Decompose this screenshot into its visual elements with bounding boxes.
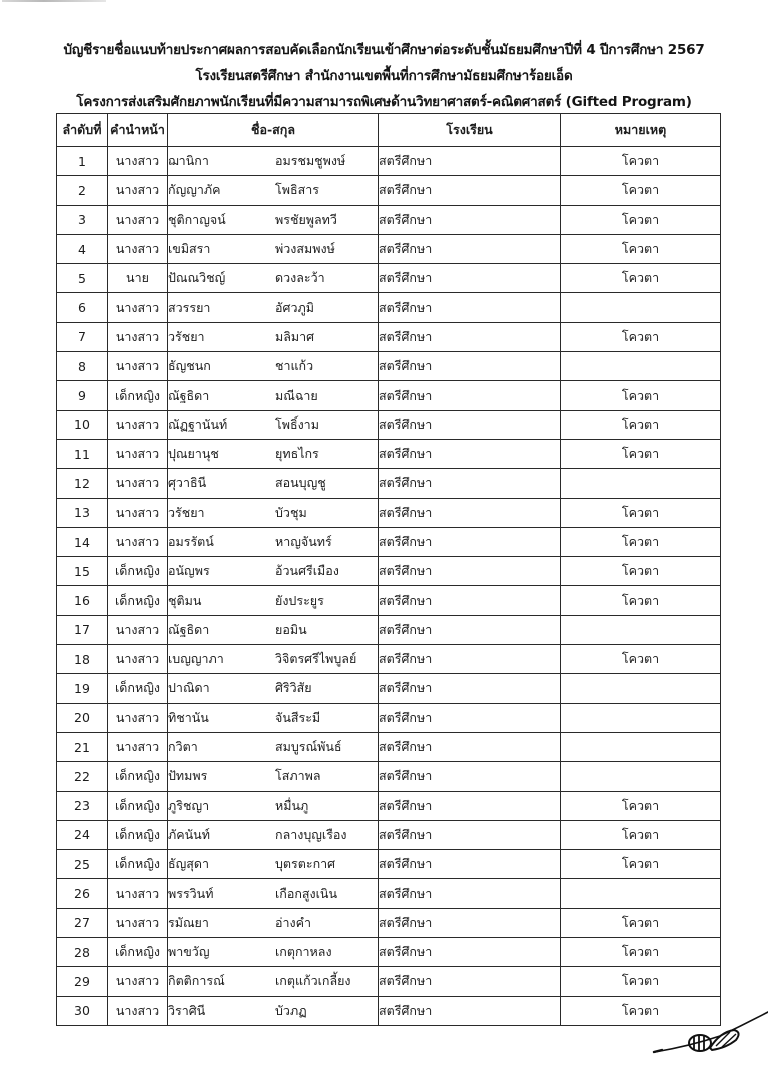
first-name: ภัคนันท์ (168, 826, 210, 842)
school-name: สตรีศึกษา (379, 205, 561, 234)
last-name: บัวภฏ (275, 1002, 307, 1018)
remark: โควตา (561, 527, 721, 556)
table-row (57, 176, 721, 205)
school-name: สตรีศึกษา (379, 293, 561, 322)
first-name: วิราศินี (168, 1002, 206, 1018)
name-prefix: เด็กหญิง (108, 674, 168, 703)
first-name: ชุติมน (168, 592, 202, 608)
name-prefix: นางสาว (108, 147, 168, 176)
last-name: เกตุกาหลง (275, 944, 332, 960)
table-row (57, 264, 721, 293)
school-name: สตรีศึกษา (379, 791, 561, 820)
last-name: โพธิสาร (275, 182, 319, 198)
table-row (57, 645, 721, 674)
header-prefix: คำนำหน้า (108, 114, 168, 147)
name-prefix: นางสาว (108, 732, 168, 761)
row-number: 8 (57, 352, 108, 381)
school-name: สตรีศึกษา (379, 527, 561, 556)
remark (561, 293, 721, 322)
table-row (57, 322, 721, 351)
first-name: ปุณยานุช (168, 446, 219, 462)
name-prefix: นางสาว (108, 996, 168, 1025)
full-name (168, 850, 379, 879)
document-subtitle-school: โรงเรียนสตรีศึกษา สำนักงานเขตพื้นที่การศึกษามัธยมศึกษาร้อยเอ็ด (195, 68, 573, 84)
remark: โควตา (561, 410, 721, 439)
full-name (168, 732, 379, 761)
full-name (168, 352, 379, 381)
last-name: หมื่นภู (275, 797, 309, 813)
school-name: สตรีศึกษา (379, 439, 561, 468)
full-name (168, 234, 379, 263)
last-name: หาญจันทร์ (275, 534, 332, 549)
first-name: อนัญพร (168, 563, 210, 579)
table-header-row (57, 114, 721, 147)
table-row (57, 498, 721, 527)
table-row (57, 967, 721, 996)
row-number: 9 (57, 381, 108, 410)
full-name (168, 967, 379, 996)
remark (561, 469, 721, 498)
row-number: 25 (57, 850, 108, 879)
full-name (168, 439, 379, 468)
school-name: สตรีศึกษา (379, 850, 561, 879)
name-prefix: เด็กหญิง (108, 850, 168, 879)
first-name: ปาณิดา (168, 680, 210, 696)
name-prefix: เด็กหญิง (108, 586, 168, 615)
row-number: 27 (57, 908, 108, 937)
document-subtitle-program: โครงการส่งเสริมศักยภาพนักเรียนที่มีความสามารถพิเศษด้านวิทยาศาสตร์-คณิตศาสตร์ (Gifted Program) (76, 94, 692, 110)
remark: โควตา (561, 205, 721, 234)
name-prefix: นางสาว (108, 879, 168, 908)
name-prefix: นางสาว (108, 498, 168, 527)
last-name: ยังประยูร (275, 592, 324, 608)
first-name: กิตติการณ์ (168, 973, 225, 989)
row-number: 15 (57, 557, 108, 586)
school-name: สตรีศึกษา (379, 674, 561, 703)
last-name: ดวงละว้า (275, 270, 325, 286)
table-row (57, 557, 721, 586)
school-name: สตรีศึกษา (379, 352, 561, 381)
name-prefix: เด็กหญิง (108, 381, 168, 410)
school-name: สตรีศึกษา (379, 732, 561, 761)
name-prefix: นางสาว (108, 410, 168, 439)
last-name: อมรชมชูพงษ์ (275, 153, 346, 169)
school-name: สตรีศึกษา (379, 176, 561, 205)
table-row (57, 469, 721, 498)
row-number: 5 (57, 264, 108, 293)
row-number: 17 (57, 615, 108, 644)
last-name: มณีฉาย (275, 387, 318, 403)
name-prefix: นางสาว (108, 469, 168, 498)
full-name (168, 469, 379, 498)
first-name: เขมิสรา (168, 241, 211, 257)
remark: โควตา (561, 586, 721, 615)
full-name (168, 674, 379, 703)
row-number: 21 (57, 732, 108, 761)
row-number: 13 (57, 498, 108, 527)
last-name: พ่วงสมพงษ์ (275, 241, 335, 257)
first-name: ณัฐธิดา (168, 621, 210, 637)
remark: โควตา (561, 322, 721, 351)
full-name (168, 762, 379, 791)
full-name (168, 879, 379, 908)
school-name: สตรีศึกษา (379, 996, 561, 1025)
school-name: สตรีศึกษา (379, 645, 561, 674)
last-name: เกตุแก้วเกลี้ยง (275, 973, 351, 989)
remark: โควตา (561, 381, 721, 410)
school-name: สตรีศึกษา (379, 381, 561, 410)
row-number: 14 (57, 527, 108, 556)
remark: โควตา (561, 147, 721, 176)
school-name: สตรีศึกษา (379, 322, 561, 351)
remark (561, 615, 721, 644)
school-name: สตรีศึกษา (379, 410, 561, 439)
last-name: ยุทธไกร (275, 446, 319, 462)
table-row (57, 586, 721, 615)
handwritten-signature-icon (650, 1010, 768, 1060)
name-prefix: นางสาว (108, 352, 168, 381)
remark: โควตา (561, 645, 721, 674)
last-name: อ้วนศรีเมือง (275, 563, 339, 579)
table-row (57, 791, 721, 820)
school-name: สตรีศึกษา (379, 938, 561, 967)
full-name (168, 938, 379, 967)
school-name: สตรีศึกษา (379, 879, 561, 908)
table-row (57, 439, 721, 468)
row-number: 11 (57, 439, 108, 468)
full-name (168, 703, 379, 732)
remark (561, 762, 721, 791)
first-name: พรรวินท์ (168, 885, 214, 901)
full-name (168, 996, 379, 1025)
row-number: 23 (57, 791, 108, 820)
last-name: จันสีระมี (275, 709, 321, 725)
first-name: กัญญาภัค (168, 182, 221, 198)
row-number: 4 (57, 234, 108, 263)
row-number: 18 (57, 645, 108, 674)
school-name: สตรีศึกษา (379, 264, 561, 293)
table-row (57, 703, 721, 732)
table-row (57, 147, 721, 176)
row-number: 7 (57, 322, 108, 351)
full-name (168, 791, 379, 820)
last-name: สมบูรณ์พันธ์ (275, 739, 342, 755)
name-prefix: นางสาว (108, 615, 168, 644)
name-prefix: เด็กหญิง (108, 557, 168, 586)
school-name: สตรีศึกษา (379, 557, 561, 586)
row-number: 30 (57, 996, 108, 1025)
first-name: เบญญาภา (168, 651, 224, 667)
first-name: กวิตา (168, 739, 198, 755)
remark (561, 703, 721, 732)
table-row (57, 352, 721, 381)
first-name: ณัฐธิดา (168, 387, 210, 403)
table-row (57, 293, 721, 322)
remark: โควตา (561, 908, 721, 937)
full-name (168, 147, 379, 176)
remark: โควตา (561, 996, 721, 1025)
full-name (168, 205, 379, 234)
table-row (57, 205, 721, 234)
first-name: ปัทมพร (168, 768, 208, 784)
first-name: พาขวัญ (168, 944, 210, 960)
remark (561, 879, 721, 908)
full-name (168, 264, 379, 293)
full-name (168, 557, 379, 586)
student-list-table (56, 113, 721, 1026)
remark: โควตา (561, 938, 721, 967)
table-row (57, 615, 721, 644)
last-name: มลิมาศ (275, 328, 315, 344)
last-name: อ่างคำ (275, 914, 312, 930)
last-name: พรชัยพูลทวี (275, 211, 337, 227)
row-number: 22 (57, 762, 108, 791)
full-name (168, 908, 379, 937)
name-prefix: นางสาว (108, 234, 168, 263)
full-name (168, 176, 379, 205)
first-name: วรัชยา (168, 328, 205, 344)
row-number: 10 (57, 410, 108, 439)
row-number: 26 (57, 879, 108, 908)
school-name: สตรีศึกษา (379, 967, 561, 996)
document-title: บัญชีรายชื่อแนบท้ายประกาศผลการสอบคัดเลือกนักเรียนเข้าศึกษาต่อระดับชั้นมัธยมศึกษาปีที่ 4 ปีการศึกษา 2567 (63, 42, 705, 58)
first-name: ศุวาธินี (168, 475, 207, 491)
row-number: 6 (57, 293, 108, 322)
full-name (168, 820, 379, 849)
remark: โควตา (561, 850, 721, 879)
row-number: 19 (57, 674, 108, 703)
row-number: 20 (57, 703, 108, 732)
remark (561, 674, 721, 703)
last-name: กลางบุญเรือง (275, 826, 347, 842)
school-name: สตรีศึกษา (379, 498, 561, 527)
first-name: ชุติกาญจน์ (168, 211, 226, 227)
header-no: ลำดับที่ (57, 114, 108, 147)
name-prefix: นางสาว (108, 176, 168, 205)
name-prefix: เด็กหญิง (108, 762, 168, 791)
row-number: 1 (57, 147, 108, 176)
name-prefix: นางสาว (108, 322, 168, 351)
last-name: บัวชุม (275, 504, 307, 520)
table-row (57, 938, 721, 967)
name-prefix: เด็กหญิง (108, 820, 168, 849)
remark: โควตา (561, 234, 721, 263)
remark: โควตา (561, 439, 721, 468)
name-prefix: เด็กหญิง (108, 791, 168, 820)
school-name: สตรีศึกษา (379, 820, 561, 849)
last-name: ชาแก้ว (275, 358, 314, 374)
first-name: ทิชานัน (168, 709, 209, 725)
table-row (57, 879, 721, 908)
name-prefix: นางสาว (108, 703, 168, 732)
school-name: สตรีศึกษา (379, 469, 561, 498)
remark: โควตา (561, 791, 721, 820)
remark (561, 352, 721, 381)
remark: โควตา (561, 498, 721, 527)
last-name: บุตรตะกาศ (275, 856, 336, 872)
last-name: วิจิตรศรีไพบูลย์ (275, 651, 357, 667)
full-name (168, 381, 379, 410)
first-name: ณัฏฐานันท์ (168, 416, 228, 432)
full-name (168, 322, 379, 351)
full-name (168, 293, 379, 322)
table-row (57, 527, 721, 556)
first-name: ธัญชนก (168, 358, 211, 374)
last-name: เกือกสูงเนิน (275, 885, 338, 901)
first-name: อมรรัตน์ (168, 534, 214, 549)
name-prefix: นาย (108, 264, 168, 293)
first-name: ฌานิกา (168, 153, 209, 169)
first-name: รมัณยา (168, 914, 209, 930)
table-row (57, 674, 721, 703)
full-name (168, 586, 379, 615)
table-row (57, 850, 721, 879)
school-name: สตรีศึกษา (379, 586, 561, 615)
first-name: ธัญสุดา (168, 856, 210, 872)
row-number: 24 (57, 820, 108, 849)
table-row (57, 234, 721, 263)
header-remark: หมายเหตุ (561, 114, 721, 147)
first-name: ปัณณวิชญ์ (168, 270, 226, 286)
name-prefix: เด็กหญิง (108, 938, 168, 967)
header-name: ชื่อ-สกุล (168, 114, 379, 147)
last-name: สอนบุญชู (275, 475, 326, 491)
name-prefix: นางสาว (108, 908, 168, 937)
first-name: สวรรยา (168, 299, 211, 315)
school-name: สตรีศึกษา (379, 147, 561, 176)
first-name: ภูริชญา (168, 797, 210, 813)
header-school: โรงเรียน (379, 114, 561, 147)
name-prefix: นางสาว (108, 645, 168, 674)
full-name (168, 645, 379, 674)
name-prefix: นางสาว (108, 439, 168, 468)
last-name: อัศวภูมิ (275, 299, 314, 315)
remark: โควตา (561, 264, 721, 293)
school-name: สตรีศึกษา (379, 908, 561, 937)
table-row (57, 732, 721, 761)
table-row (57, 410, 721, 439)
row-number: 28 (57, 938, 108, 967)
name-prefix: นางสาว (108, 527, 168, 556)
table-row (57, 908, 721, 937)
remark: โควตา (561, 557, 721, 586)
row-number: 16 (57, 586, 108, 615)
table-row (57, 762, 721, 791)
row-number: 3 (57, 205, 108, 234)
remark: โควตา (561, 176, 721, 205)
first-name: วรัชยา (168, 504, 205, 520)
row-number: 29 (57, 967, 108, 996)
school-name: สตรีศึกษา (379, 762, 561, 791)
full-name (168, 410, 379, 439)
last-name: โพธิ์งาม (275, 416, 319, 432)
school-name: สตรีศึกษา (379, 615, 561, 644)
remark (561, 732, 721, 761)
row-number: 12 (57, 469, 108, 498)
table-row (57, 381, 721, 410)
remark: โควตา (561, 967, 721, 996)
remark: โควตา (561, 820, 721, 849)
name-prefix: นางสาว (108, 967, 168, 996)
table-row (57, 996, 721, 1025)
full-name (168, 527, 379, 556)
scan-edge-mark (2, 0, 106, 2)
row-number: 2 (57, 176, 108, 205)
last-name: ยอมิน (275, 621, 307, 637)
full-name (168, 498, 379, 527)
last-name: ศิริวิสัย (275, 680, 312, 696)
name-prefix: นางสาว (108, 205, 168, 234)
last-name: โสภาพล (275, 768, 321, 784)
school-name: สตรีศึกษา (379, 234, 561, 263)
school-name: สตรีศึกษา (379, 703, 561, 732)
table-row (57, 820, 721, 849)
name-prefix: นางสาว (108, 293, 168, 322)
full-name (168, 615, 379, 644)
